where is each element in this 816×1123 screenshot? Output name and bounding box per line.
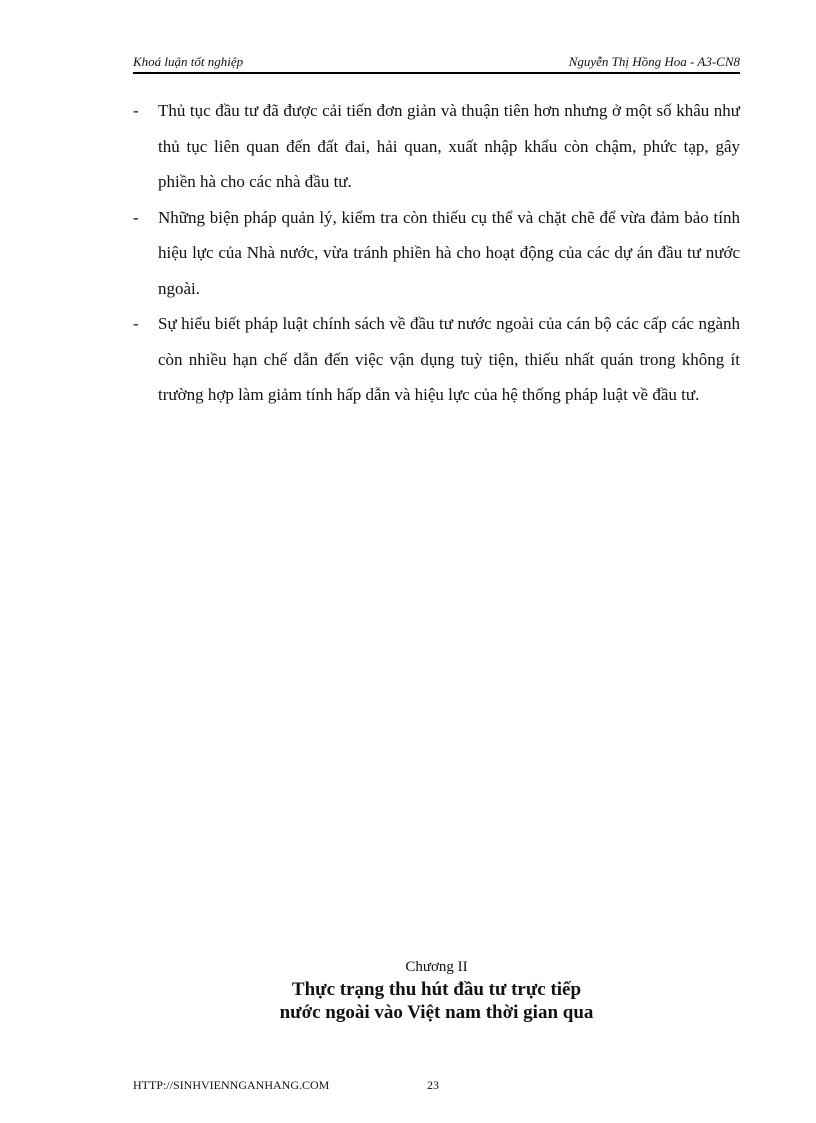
bullet-item: [133, 306, 740, 413]
bullet-dash: -: [133, 207, 139, 227]
chapter-title-line-2: nước ngoài vào Việt nam thời gian qua: [279, 1002, 594, 1023]
footer-url: HTTP://SINHVIENNGANHANG.COM: [133, 1078, 330, 1092]
chapter-title: [133, 978, 740, 1024]
bullet-dash: -: [133, 314, 139, 333]
chapter-title-line-1: Thực trạng thu hút đầu tư trực tiếp: [291, 979, 582, 1000]
bullet-item: [133, 93, 740, 200]
page-header: [133, 54, 740, 74]
bullet-text: Sự hiểu biết pháp luật chính sách về đầu tư nước ngoài của cán bộ các cấp các ngành còn nhiều hạn chế dẫn đến việc vận dụng tuỳ tiện, thiếu nhất quán trong không ít trường hợp làm giảm tính hấp dẫn và hiệu lực của hệ thống pháp luật về đầu tư.: [158, 314, 740, 404]
bullet-text: Thủ tục đầu tư đã được cải tiến đơn giản và thuận tiên hơn nhưng ở một số khâu như thủ tục liên quan đến đất đai, hải quan, xuất nhập khẩu còn chậm, phức tạp, gây phiền hà cho các nhà đầu tư.: [158, 101, 740, 191]
chapter-label: Chương II: [405, 959, 468, 975]
bullet-dash: -: [133, 101, 139, 120]
bullet-text: Những biện pháp quản lý, kiểm tra còn thiếu cụ thể và chặt chẽ để vừa đảm bảo tính hiệu lực của Nhà nước, vừa tránh phiền hà cho hoạt động của các dự án đầu tư nước ngoài.: [158, 207, 740, 298]
body-text: [133, 93, 740, 413]
header-author: Nguyễn Thị Hồng Hoa - A3-CN8: [568, 54, 740, 69]
bullet-item: [133, 200, 740, 307]
header-thesis-label: Khoá luận tốt nghiệp: [133, 54, 244, 69]
page-number: 23: [427, 1078, 439, 1092]
